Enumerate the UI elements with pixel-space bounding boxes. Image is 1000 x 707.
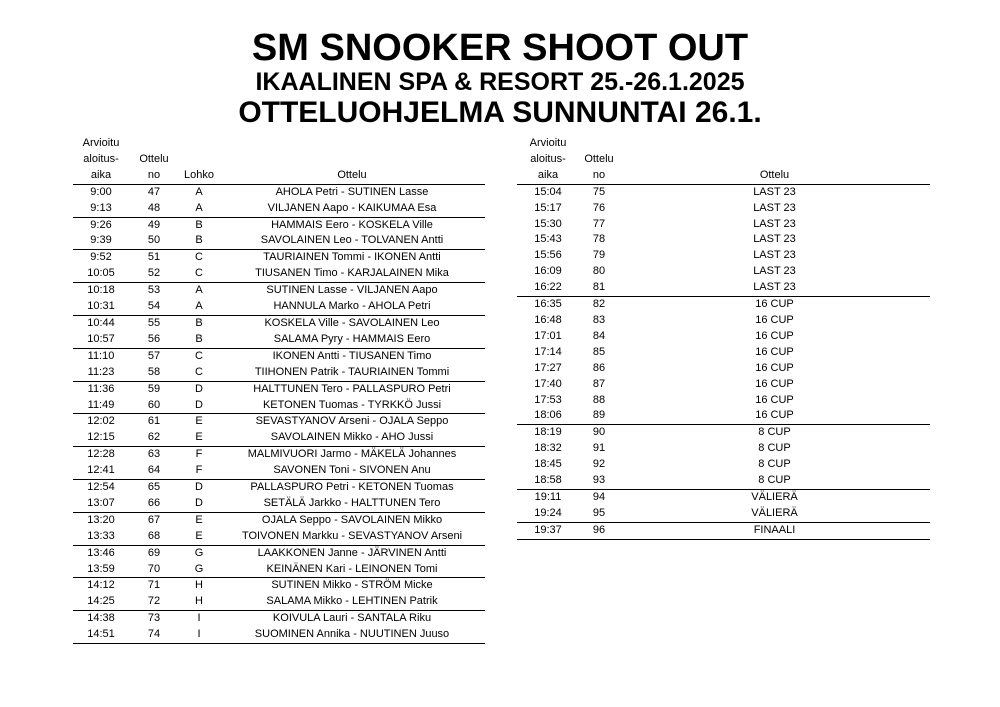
cell-time: 12:54: [87, 481, 115, 494]
cell-time: 17:27: [534, 361, 562, 374]
cell-match: LAST 23: [753, 249, 796, 262]
knockout-schedule-body: [517, 184, 930, 539]
cell-time: 14:38: [87, 612, 115, 625]
cell-time: 10:05: [73, 266, 129, 282]
cell-group: E: [179, 529, 219, 545]
cell-match-no: 61: [147, 415, 161, 428]
cell-match: TOIVONEN Markku - SEVASTYANOV Arseni: [219, 529, 485, 545]
cell-match-no: 52: [129, 266, 179, 282]
cell-time: 15:43: [534, 233, 562, 246]
cell-match-no: 65: [147, 481, 161, 494]
table-row: [73, 332, 485, 348]
cell-time: 10:18: [87, 284, 115, 297]
cell-match: 8 CUP: [758, 442, 791, 455]
cell-match: TIIHONEN Patrik - TAURIAINEN Tommi: [219, 365, 485, 381]
cell-match: SALAMA Pyry - HAMMAIS Eero: [219, 332, 485, 348]
cell-time: 16:22: [517, 280, 579, 296]
table-row: [73, 266, 485, 282]
table-row: [517, 329, 930, 345]
cell-group: F: [179, 463, 219, 479]
cell-time: 13:33: [73, 529, 129, 545]
table-row: [73, 447, 485, 463]
cell-time: 17:53: [534, 393, 562, 406]
cell-match: LAST 23: [753, 265, 796, 278]
table-row: [73, 348, 485, 364]
cell-group: C: [179, 266, 219, 282]
cell-match: LAST 23: [753, 201, 796, 214]
table-row: [517, 201, 930, 217]
header-time-l3: aika: [73, 168, 129, 184]
cell-match-no: 56: [129, 332, 179, 348]
cell-match: SUTINEN Lasse - VILJANEN Aapo: [266, 284, 438, 297]
cell-group: D: [195, 481, 203, 494]
table-row: [517, 408, 930, 424]
cell-group: B: [195, 316, 203, 329]
cell-match: LAST 23: [753, 217, 796, 230]
table-row: [73, 545, 485, 561]
cell-time: 9:13: [73, 201, 129, 217]
cell-group: E: [179, 430, 219, 446]
cell-match-no: 55: [147, 316, 161, 329]
table-row: [73, 250, 485, 266]
cell-match: SAVOLAINEN Mikko - AHO Jussi: [219, 430, 485, 446]
cell-match: SALAMA Mikko - LEHTINEN Patrik: [219, 594, 485, 610]
cell-match: TAURIAINEN Tommi - IKONEN Antti: [263, 251, 441, 264]
cell-match-no: 77: [592, 217, 606, 230]
header-no-l3: no: [579, 168, 619, 184]
table-row: [73, 430, 485, 446]
table-row: [517, 248, 930, 264]
cell-time: 17:14: [534, 345, 562, 358]
cell-time: 18:58: [517, 473, 579, 489]
cell-match: SUOMINEN Annika - NUUTINEN Juuso: [219, 627, 485, 643]
cell-match: 16 CUP: [755, 329, 794, 342]
title-line-1: SM SNOOKER SHOOT OUT: [251, 27, 749, 69]
title-line-3: OTTELUOHJELMA SUNNUNTAI 26.1.: [238, 96, 762, 129]
table-row: [73, 201, 485, 217]
cell-match: 8 CUP: [758, 426, 791, 439]
cell-group: A: [195, 284, 203, 297]
cell-match: HANNULA Marko - AHOLA Petri: [219, 299, 485, 315]
table-row: [73, 496, 485, 512]
cell-time: 14:12: [87, 579, 115, 592]
cell-time: 15:17: [534, 201, 562, 214]
cell-match: KOSKELA Ville - SAVOLAINEN Leo: [264, 316, 440, 329]
cell-time: 19:11: [534, 490, 562, 503]
table-row: [73, 398, 485, 414]
table-row: [73, 529, 485, 545]
cell-group: E: [195, 513, 203, 526]
table-row: [73, 480, 485, 496]
knockout-schedule-table: [517, 136, 930, 540]
cell-match-no: 51: [147, 251, 161, 264]
table-row: [73, 299, 485, 315]
cell-match: PALLASPURO Petri - KETONEN Tuomas: [250, 481, 454, 494]
cell-match: VÄLIERÄ: [619, 506, 930, 522]
cell-match-no: 59: [147, 382, 161, 395]
cell-group: G: [179, 562, 219, 578]
cell-group: I: [197, 612, 201, 625]
cell-group: D: [195, 382, 203, 395]
cell-match-no: 66: [129, 496, 179, 512]
document-title: [0, 28, 1000, 130]
header-match: Ottelu: [619, 168, 930, 184]
cell-match: 16 CUP: [755, 361, 794, 374]
table-row: [517, 217, 930, 233]
cell-time: 9:39: [73, 233, 129, 249]
cell-match-no: 60: [129, 398, 179, 414]
cell-match-no: 53: [147, 284, 161, 297]
cell-match: LAST 23: [753, 185, 796, 198]
table-row: [73, 233, 485, 249]
table-row: [517, 184, 930, 200]
header-time-l2: aloitus-: [83, 152, 119, 165]
table-row: [517, 393, 930, 409]
cell-time: 12:02: [87, 415, 115, 428]
table-row: [517, 361, 930, 377]
header-time-l2: aloitus-: [530, 152, 566, 165]
cell-match: MALMIVUORI Jarmo - MÄKELÄ Johannes: [247, 448, 457, 461]
cell-match-no: 92: [592, 458, 606, 471]
table-row: [517, 280, 930, 296]
table-row: [73, 184, 485, 200]
table-row: [517, 377, 930, 393]
cell-time: 18:19: [534, 426, 562, 439]
cell-match-no: 85: [592, 345, 606, 358]
table-row: [73, 381, 485, 397]
cell-match: FINAALI: [619, 522, 930, 539]
table-row: [73, 463, 485, 479]
cell-group: A: [179, 299, 219, 315]
table-row: [73, 414, 485, 430]
cell-match: 16 CUP: [619, 408, 930, 424]
table-row: [517, 297, 930, 313]
cell-match: 16 CUP: [755, 377, 794, 390]
cell-match: KOIVULA Lauri - SANTALA Riku: [272, 612, 432, 625]
table-row: [517, 506, 930, 522]
cell-time: 10:44: [87, 316, 115, 329]
cell-time: 9:26: [90, 218, 112, 231]
cell-match: KEINÄNEN Kari - LEINONEN Tomi: [219, 562, 485, 578]
cell-time: 19:37: [517, 522, 579, 539]
table-row: [73, 627, 485, 643]
cell-time: 11:36: [87, 382, 115, 395]
table-row: [517, 457, 930, 473]
cell-group: B: [179, 233, 219, 249]
cell-match: AHOLA Petri - SUTINEN Lasse: [275, 185, 429, 198]
table-row: [73, 562, 485, 578]
cell-time: 15:56: [534, 249, 562, 262]
cell-time: 13:20: [87, 513, 115, 526]
cell-time: 15:30: [534, 217, 562, 230]
cell-time: 13:46: [87, 546, 115, 559]
cell-time: 16:35: [534, 298, 562, 311]
cell-match-no: 83: [592, 313, 606, 326]
cell-time: 17:40: [534, 377, 562, 390]
cell-match-no: 69: [147, 546, 161, 559]
table-row: [73, 611, 485, 627]
cell-time: 18:32: [534, 442, 562, 455]
cell-match: HALTTUNEN Tero - PALLASPURO Petri: [253, 382, 451, 395]
cell-match: HAMMAIS Eero - KOSKELA Ville: [271, 218, 433, 231]
cell-match: 16 CUP: [755, 298, 794, 311]
cell-time: 12:15: [73, 430, 129, 446]
group-schedule-body: [73, 184, 485, 643]
header-match: Ottelu: [219, 168, 485, 184]
cell-time: 13:59: [73, 562, 129, 578]
cell-time: 12:28: [87, 448, 115, 461]
cell-match-no: 71: [147, 579, 161, 592]
cell-match-no: 49: [147, 218, 161, 231]
cell-match: TIUSANEN Timo - KARJALAINEN Mika: [219, 266, 485, 282]
cell-match-no: 68: [129, 529, 179, 545]
cell-match-no: 91: [592, 442, 606, 455]
cell-match: SUTINEN Mikko - STRÖM Micke: [271, 579, 433, 592]
cell-match-no: 63: [147, 448, 161, 461]
table-row: [517, 345, 930, 361]
header-time-l1: Arvioitu: [82, 137, 120, 149]
cell-match: SAVOLAINEN Leo - TOLVANEN Antti: [219, 233, 485, 249]
cell-group: C: [195, 349, 203, 362]
cell-time: 17:01: [534, 329, 562, 342]
cell-match-no: 78: [592, 233, 606, 246]
cell-match-no: 93: [579, 473, 619, 489]
cell-match-no: 80: [592, 265, 606, 278]
cell-time: 18:45: [534, 458, 562, 471]
cell-match: SAVONEN Toni - SIVONEN Anu: [219, 463, 485, 479]
cell-match-no: 96: [579, 522, 619, 539]
cell-time: 13:07: [73, 496, 129, 512]
table-row: [517, 473, 930, 489]
cell-time: 11:10: [87, 349, 115, 362]
header-time-l3: aika: [517, 168, 579, 184]
table-row: [73, 365, 485, 381]
cell-match-no: 86: [592, 361, 606, 374]
cell-time: 18:06: [517, 408, 579, 424]
cell-group: C: [195, 251, 203, 264]
cell-group: I: [179, 627, 219, 643]
cell-match: 16 CUP: [755, 345, 794, 358]
table-row: [517, 313, 930, 329]
table-row: [73, 512, 485, 528]
cell-match: LAAKKONEN Janne - JÄRVINEN Antti: [257, 546, 447, 559]
cell-match: LAST 23: [619, 280, 930, 296]
cell-match-no: 89: [579, 408, 619, 424]
cell-match-no: 70: [129, 562, 179, 578]
cell-match-no: 48: [129, 201, 179, 217]
cell-match-no: 94: [592, 490, 606, 503]
cell-match-no: 64: [129, 463, 179, 479]
cell-time: 10:31: [73, 299, 129, 315]
cell-time: 11:23: [73, 365, 129, 381]
cell-match: LAST 23: [753, 233, 796, 246]
table-row: [73, 578, 485, 594]
cell-group: F: [195, 448, 203, 461]
header-no-l2: Ottelu: [139, 152, 169, 165]
cell-group: A: [195, 185, 203, 198]
cell-match: 16 CUP: [755, 393, 794, 406]
cell-match: SEVASTYANOV Arseni - OJALA Seppo: [255, 415, 449, 428]
cell-time: 12:41: [73, 463, 129, 479]
cell-match-no: 58: [129, 365, 179, 381]
cell-match-no: 79: [592, 249, 606, 262]
cell-match: VILJANEN Aapo - KAIKUMAA Esa: [219, 201, 485, 217]
cell-time: 15:04: [534, 185, 562, 198]
cell-match-no: 62: [129, 430, 179, 446]
table-row: [73, 315, 485, 331]
cell-match: SETÄLÄ Jarkko - HALTTUNEN Tero: [219, 496, 485, 512]
cell-group: H: [179, 594, 219, 610]
cell-time: 16:48: [534, 313, 562, 326]
cell-match-no: 82: [592, 298, 606, 311]
cell-time: 19:24: [517, 506, 579, 522]
cell-match: KETONEN Tuomas - TYRKKÖ Jussi: [219, 398, 485, 414]
cell-group: D: [179, 398, 219, 414]
cell-match: 16 CUP: [755, 313, 794, 326]
cell-match: IKONEN Antti - TIUSANEN Timo: [272, 349, 432, 362]
cell-match-no: 95: [579, 506, 619, 522]
cell-match-no: 88: [592, 393, 606, 406]
cell-match-no: 50: [129, 233, 179, 249]
cell-match-no: 57: [147, 349, 161, 362]
cell-time: 9:52: [90, 251, 112, 264]
cell-match-no: 87: [592, 377, 606, 390]
cell-match-no: 76: [592, 201, 606, 214]
cell-match-no: 72: [129, 594, 179, 610]
table-row: [517, 425, 930, 441]
cell-group: A: [179, 201, 219, 217]
cell-match-no: 81: [579, 280, 619, 296]
table-row: [73, 594, 485, 610]
cell-match-no: 47: [147, 185, 161, 198]
cell-time: 11:49: [73, 398, 129, 414]
cell-match-no: 75: [592, 185, 606, 198]
cell-group: B: [195, 218, 203, 231]
cell-match: 8 CUP: [619, 473, 930, 489]
cell-time: 14:25: [73, 594, 129, 610]
table-row: [73, 217, 485, 233]
cell-group: C: [179, 365, 219, 381]
table-row: [517, 232, 930, 248]
header-time-l1: Arvioitu: [529, 137, 567, 149]
cell-match: 8 CUP: [758, 458, 791, 471]
cell-time: 10:57: [73, 332, 129, 348]
table-row: [517, 522, 930, 539]
cell-match-no: 73: [147, 612, 161, 625]
header-group: Lohko: [179, 168, 219, 184]
table-row: [517, 264, 930, 280]
cell-time: 16:09: [534, 265, 562, 278]
cell-group: D: [179, 496, 219, 512]
cell-match: OJALA Seppo - SAVOLAINEN Mikko: [261, 513, 443, 526]
cell-match-no: 90: [592, 426, 606, 439]
group-schedule-table: [73, 136, 485, 644]
title-line-2: IKAALINEN SPA & RESORT 25.-26.1.2025: [255, 68, 745, 96]
cell-match-no: 67: [147, 513, 161, 526]
cell-match-no: 54: [129, 299, 179, 315]
header-no-l3: no: [129, 168, 179, 184]
table-row: [73, 283, 485, 299]
cell-time: 9:00: [90, 185, 112, 198]
cell-match-no: 84: [592, 329, 606, 342]
table-row: [517, 441, 930, 457]
cell-group: H: [195, 579, 203, 592]
cell-group: E: [195, 415, 203, 428]
cell-group: G: [194, 546, 204, 559]
table-row: [517, 489, 930, 505]
cell-match-no: 74: [129, 627, 179, 643]
header-no-l2: Ottelu: [584, 152, 614, 165]
cell-match: VÄLIERÄ: [751, 490, 798, 503]
cell-time: 14:51: [73, 627, 129, 643]
cell-group: B: [179, 332, 219, 348]
